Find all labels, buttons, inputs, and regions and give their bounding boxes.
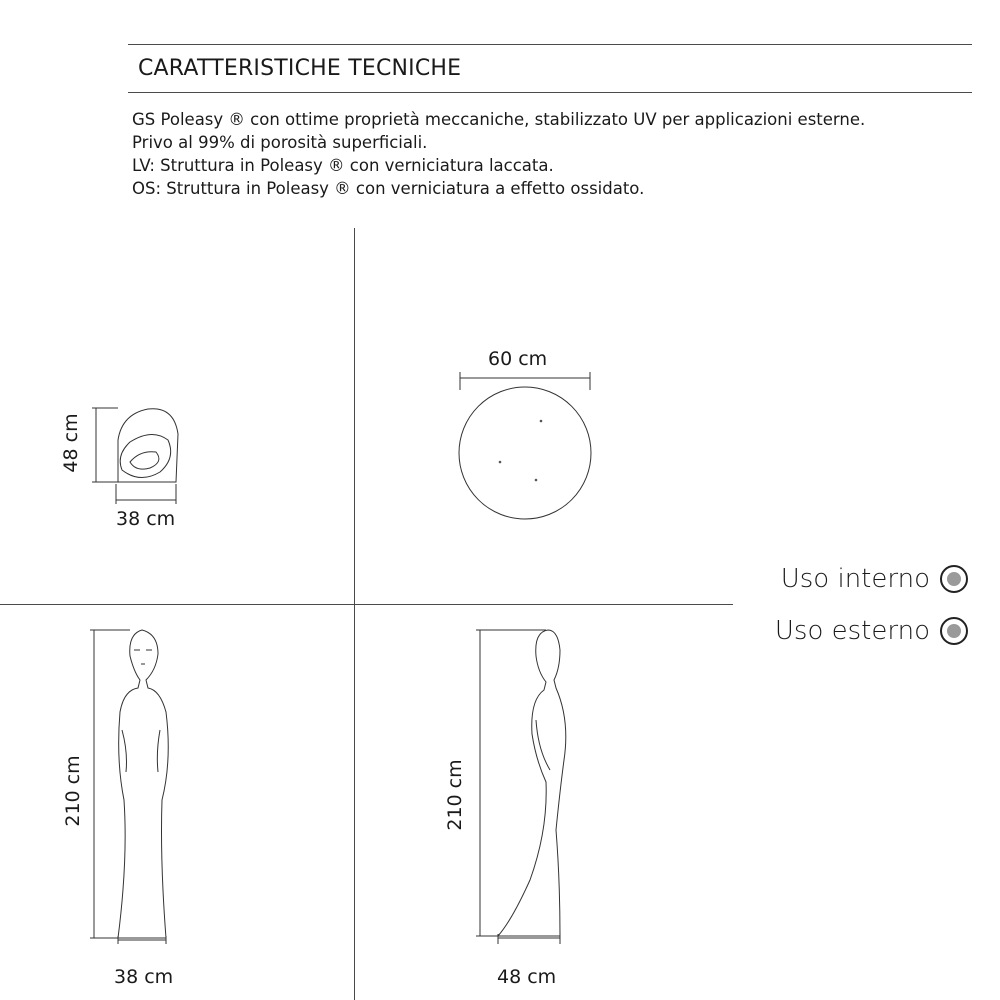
top-view-drawing xyxy=(459,372,591,519)
top-diameter-label: 60 cm xyxy=(488,348,548,370)
page-title: CARATTERISTICHE TECNICHE xyxy=(138,56,462,81)
usage-outdoor-label: Uso esterno xyxy=(774,616,930,646)
small-height-label: 48 cm xyxy=(60,413,82,473)
description-line: OS: Struttura in Poleasy ® con verniciatura a effetto ossidato. xyxy=(132,179,645,198)
small-width-label: 38 cm xyxy=(116,508,176,530)
front-height-label: 210 cm xyxy=(62,755,84,827)
description-line: LV: Struttura in Poleasy ® con verniciatura laccata. xyxy=(132,156,554,175)
side-height-label: 210 cm xyxy=(444,759,466,831)
front-view-figure xyxy=(90,630,168,944)
usage-outdoor xyxy=(775,616,968,646)
outdoor-indicator-icon xyxy=(940,617,968,645)
usage-indoor xyxy=(781,564,968,594)
indoor-indicator-icon xyxy=(940,565,968,593)
small-object-drawing xyxy=(92,408,178,504)
description-line: Privo al 99% di porosità superficiali. xyxy=(132,133,428,152)
usage-indoor-label: Uso interno xyxy=(780,564,930,594)
side-view-figure xyxy=(476,630,566,944)
description-line: GS Poleasy ® con ottime proprietà meccaniche, stabilizzato UV per applicazioni esterne. xyxy=(132,110,866,129)
front-width-label: 38 cm xyxy=(114,966,174,988)
side-width-label: 48 cm xyxy=(497,966,557,988)
